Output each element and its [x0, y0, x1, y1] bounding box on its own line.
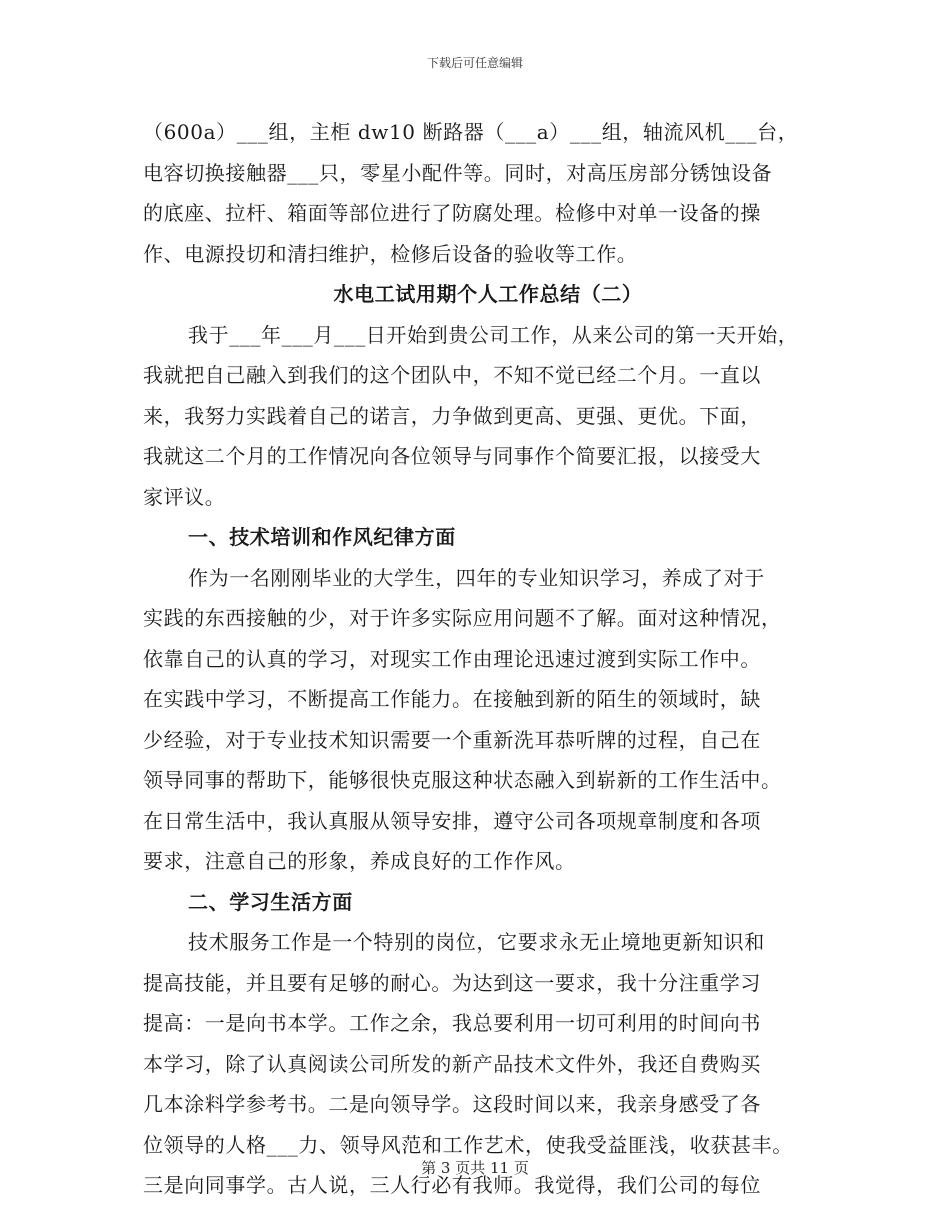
document-body	[143, 112, 833, 1206]
paragraph-start-line: 我于___年___月___日开始到贵公司工作，从来公司的第一天开始，	[188, 322, 799, 347]
text-line: 作、电源投切和清扫维护，检修后设备的验收等工作。	[143, 241, 638, 266]
text-line: 我就把自己融入到我们的这个团队中，不知不觉已经二个月。一直以	[143, 363, 761, 387]
text-line: 少经验，对于专业技术知识需要一个重新洗耳恭听牌的过程，自己在	[143, 727, 761, 752]
subsection-heading: 二、学习生活方面	[188, 889, 353, 914]
text-line: 本学习，除了认真阅读公司所发的新产品技术文件外，我还自费购买	[143, 1051, 761, 1076]
page-footer: 第 3 页共 11 页	[421, 1159, 529, 1177]
section-title: 水电工试用期个人工作总结（二）	[333, 282, 643, 306]
text-line: 领导同事的帮助下，能够很快克服这种状态融入到崭新的工作生活中。	[143, 768, 782, 792]
text-line: （600a）___组，主柜 dw10 断路器（___a）___组，轴流风机___台，	[143, 120, 799, 144]
paragraph-start-line: 作为一名刚刚毕业的大学生，四年的专业知识学习，养成了对于	[188, 565, 765, 590]
text-line: 在日常生活中，我认真服从领导安排，遵守公司各项规章制度和各项	[143, 808, 761, 833]
text-line: 依靠自己的认真的学习，对现实工作由理论迅速过渡到实际工作中。	[143, 646, 761, 671]
text-line: 来，我努力实践着自己的诺言，力争做到更高、更强、更优。下面，	[143, 403, 761, 428]
text-line: 提高：一是向书本学。工作之余，我总要利用一切可利用的时间向书	[143, 1011, 761, 1035]
text-line: 我就这二个月的工作情况向各位领导与同事作个简要汇报，以接受大	[143, 444, 761, 468]
text-line: 电容切换接触器___只，零星小配件等。同时，对高压房部分锈蚀设备	[143, 160, 773, 185]
text-line: 的底座、拉杆、箱面等部位进行了防腐处理。检修中对单一设备的操	[143, 201, 761, 225]
text-line: 几本涂料学参考书。二是向领导学。这段时间以来，我亲身感受了各	[143, 1092, 761, 1116]
text-line: 在实践中学习，不断提高工作能力。在接触到新的陌生的领域时，缺	[143, 687, 761, 711]
text-line: 家评议。	[143, 484, 226, 509]
text-line: 位领导的人格___力、领导风范和工作艺术，使我受益匪浅，收获甚丰。	[143, 1132, 793, 1157]
text-line: 三是向同事学。古人说，三人行必有我师。我觉得，我们公司的每位	[143, 1173, 761, 1197]
text-line: 实践的东西接触的少，对于许多实际应用问题不了解。面对这种情况，	[143, 606, 782, 630]
text-line: 提高技能，并且要有足够的耐心。为达到这一要求，我十分注重学习	[143, 970, 761, 995]
paragraph-start-line: 技术服务工作是一个特别的岗位，它要求永无止境地更新知识和	[188, 930, 765, 954]
text-line: 要求，注意自己的形象，养成良好的工作作风。	[143, 849, 576, 873]
page-header: 下载后可任意编辑	[426, 56, 523, 70]
subsection-heading: 一、技术培训和作风纪律方面	[188, 525, 456, 549]
